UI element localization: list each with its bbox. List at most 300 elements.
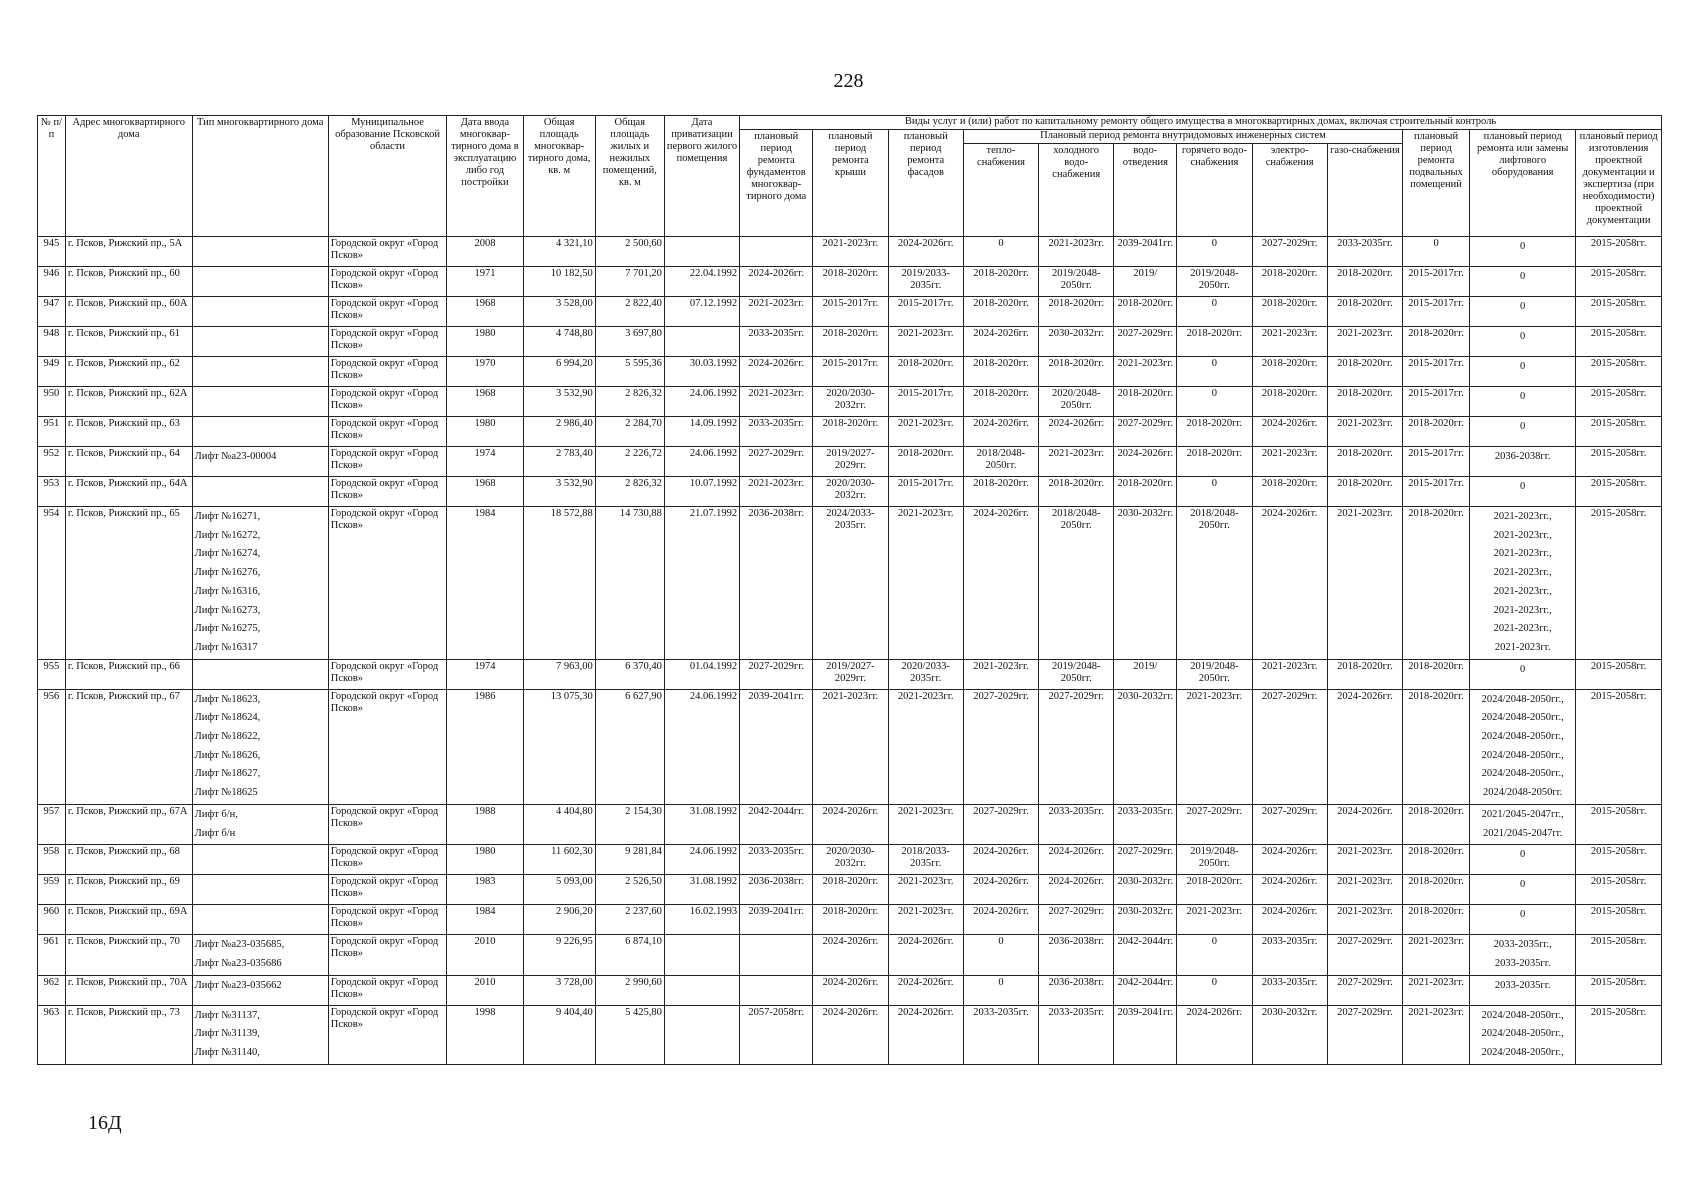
cell-basement: 2015-2017гг. (1403, 267, 1470, 297)
cell-type-line: Лифт №18625 (194, 787, 258, 799)
cell-area-total: 2 906,20 (523, 905, 595, 935)
cell-type (192, 659, 328, 689)
cell-docs: 2015-2058гг. (1576, 357, 1662, 387)
cell-address: г. Псков, Рижский пр., 67 (65, 689, 192, 804)
cell-address: г. Псков, Рижский пр., 60А (65, 297, 192, 327)
cell-lift (1470, 387, 1576, 417)
cell-date-start: 2008 (447, 237, 523, 267)
cell-municipality: Городской округ «Город Псков» (328, 417, 447, 447)
cell-basement: 0 (1403, 237, 1470, 267)
cell-type-line: Лифт №а23-035686 (194, 957, 282, 969)
cell-hot-water: 0 (1177, 387, 1252, 417)
cell-facade: 2019/2033-2035гг. (888, 267, 963, 297)
cell-type-line: Лифт №18626, (194, 749, 261, 761)
cell-num: 952 (38, 447, 66, 477)
cell-docs: 2015-2058гг. (1576, 297, 1662, 327)
cell-electric: 2024-2026гг. (1252, 905, 1327, 935)
cell-lift (1470, 297, 1576, 327)
cell-docs: 2015-2058гг. (1576, 237, 1662, 267)
cell-roof: 2024-2026гг. (813, 1005, 888, 1064)
cell-date-start: 1968 (447, 387, 523, 417)
cell-roof: 2024/2033-2035гг. (813, 507, 888, 660)
cell-drainage: 2021-2023гг. (1114, 357, 1177, 387)
cell-date-start: 1984 (447, 507, 523, 660)
cell-roof: 2024-2026гг. (813, 804, 888, 844)
cell-lift (1470, 804, 1576, 844)
table-row (38, 387, 1662, 417)
cell-lift-line: 2021-2023гг., (1493, 567, 1552, 579)
cell-lift-line: 0 (1520, 331, 1526, 342)
cell-gas: 2027-2029гг. (1327, 975, 1402, 1005)
cell-num: 963 (38, 1005, 66, 1064)
cell-lift-line: 2021-2023гг., (1493, 511, 1552, 522)
cell-address: г. Псков, Рижский пр., 60 (65, 267, 192, 297)
cell-lift-line: 2024/2048-2050гг., (1481, 1009, 1564, 1021)
cell-date-priv: 01.04.1992 (664, 659, 739, 689)
cell-heat: 2024-2026гг. (963, 845, 1038, 875)
cell-gas: 2021-2023гг. (1327, 417, 1402, 447)
cell-drainage: 2027-2029гг. (1114, 845, 1177, 875)
cell-municipality: Городской округ «Город Псков» (328, 477, 447, 507)
cell-electric: 2033-2035гг. (1252, 975, 1327, 1005)
cell-basement: 2018-2020гг. (1403, 905, 1470, 935)
cell-heat: 2024-2026гг. (963, 327, 1038, 357)
cell-cold-water: 2018-2020гг. (1039, 357, 1114, 387)
cell-drainage: 2039-2041гг. (1114, 237, 1177, 267)
table-row (38, 267, 1662, 297)
cell-num: 949 (38, 357, 66, 387)
cell-cold-water: 2024-2026гг. (1039, 845, 1114, 875)
cell-date-start: 2010 (447, 935, 523, 975)
cell-type (192, 237, 328, 267)
cell-municipality: Городской округ «Город Псков» (328, 507, 447, 660)
cell-num: 950 (38, 387, 66, 417)
cell-heat: 2018-2020гг. (963, 357, 1038, 387)
cell-hot-water: 2027-2029гг. (1177, 804, 1252, 844)
cell-lift-line: 2021-2023гг., (1493, 529, 1552, 541)
cell-lift-line: 0 (1520, 271, 1526, 282)
cell-foundation: 2057-2058гг. (740, 1005, 813, 1064)
cell-basement: 2021-2023гг. (1403, 1005, 1470, 1064)
cell-foundation: 2027-2029гг. (740, 447, 813, 477)
cell-type-line: Лифт №16271, (194, 511, 261, 522)
cell-roof: 2018-2020гг. (813, 417, 888, 447)
cell-type (192, 357, 328, 387)
cell-docs: 2015-2058гг. (1576, 689, 1662, 804)
cell-facade: 2021-2023гг. (888, 905, 963, 935)
cell-lift-line: 2021/2045-2047гг., (1481, 808, 1564, 820)
cell-date-priv: 31.08.1992 (664, 804, 739, 844)
cell-electric: 2021-2023гг. (1252, 447, 1327, 477)
cell-foundation: 2036-2038гг. (740, 875, 813, 905)
cell-foundation: 2024-2026гг. (740, 267, 813, 297)
cell-gas: 2021-2023гг. (1327, 327, 1402, 357)
cell-area-total: 2 783,40 (523, 447, 595, 477)
cell-area-living: 2 154,30 (595, 804, 664, 844)
cell-foundation: 2021-2023гг. (740, 297, 813, 327)
cell-num: 947 (38, 297, 66, 327)
page-number: 228 (833, 70, 864, 92)
cell-cold-water: 2030-2032гг. (1039, 327, 1114, 357)
header-row-1 (38, 116, 1662, 130)
cell-drainage: 2019/ (1114, 659, 1177, 689)
cell-drainage: 2039-2041гг. (1114, 1005, 1177, 1064)
cell-address: г. Псков, Рижский пр., 69 (65, 875, 192, 905)
works-group-header: Виды услуг и (или) работ по капитальному ремонту общего имущества в многоквартирных домах, включая строительный контроль (740, 116, 1662, 130)
cell-address: г. Псков, Рижский пр., 66 (65, 659, 192, 689)
cell-foundation: 2033-2035гг. (740, 845, 813, 875)
cell-area-total: 10 182,50 (523, 267, 595, 297)
cell-municipality: Городской округ «Город Псков» (328, 689, 447, 804)
cell-electric: 2033-2035гг. (1252, 935, 1327, 975)
cell-lift-line: 2024/2048-2050гг., (1481, 731, 1564, 743)
cell-gas: 2027-2029гг. (1327, 1005, 1402, 1064)
cell-area-living: 2 822,40 (595, 297, 664, 327)
cell-basement: 2018-2020гг. (1403, 507, 1470, 660)
cell-cold-water: 2036-2038гг. (1039, 975, 1114, 1005)
table-row (38, 975, 1662, 1005)
col-hot-water-header: горячего водо-снабжения (1177, 144, 1252, 237)
cell-date-priv: 31.08.1992 (664, 875, 739, 905)
cell-municipality: Городской округ «Город Псков» (328, 1005, 447, 1064)
col-type-header: Тип многоквартирного дома (192, 116, 328, 237)
cell-date-start: 1968 (447, 297, 523, 327)
cell-gas: 2033-2035гг. (1327, 237, 1402, 267)
cell-date-priv: 10.07.1992 (664, 477, 739, 507)
col-gas-header: газо-снабжения (1327, 144, 1402, 237)
cell-lift (1470, 689, 1576, 804)
cell-gas: 2027-2029гг. (1327, 935, 1402, 975)
cell-area-living: 2 526,50 (595, 875, 664, 905)
cell-roof: 2019/2027-2029гг. (813, 659, 888, 689)
cell-type-line: Лифт №16273, (194, 604, 261, 616)
cell-basement: 2018-2020гг. (1403, 659, 1470, 689)
cell-docs: 2015-2058гг. (1576, 1005, 1662, 1064)
cell-roof: 2018-2020гг. (813, 327, 888, 357)
cell-facade: 2018/2033-2035гг. (888, 845, 963, 875)
cell-type-line: Лифт №16275, (194, 623, 261, 635)
cell-lift-line: 2024/2048-2050гг. (1482, 787, 1563, 799)
cell-date-start: 1998 (447, 1005, 523, 1064)
cell-lift-line: 2024/2048-2050гг., (1481, 749, 1564, 761)
cell-facade: 2015-2017гг. (888, 297, 963, 327)
cell-lift (1470, 447, 1576, 477)
cell-municipality: Городской округ «Город Псков» (328, 804, 447, 844)
col-num-header: № п/п (38, 116, 66, 237)
cell-gas: 2021-2023гг. (1327, 507, 1402, 660)
cell-num: 945 (38, 237, 66, 267)
cell-hot-water: 2019/2048-2050гг. (1177, 845, 1252, 875)
cell-roof: 2018-2020гг. (813, 875, 888, 905)
cell-area-living: 2 826,32 (595, 387, 664, 417)
cell-lift (1470, 357, 1576, 387)
cell-foundation: 2024-2026гг. (740, 357, 813, 387)
cell-date-priv (664, 935, 739, 975)
cell-hot-water: 2019/2048-2050гг. (1177, 659, 1252, 689)
cell-num: 960 (38, 905, 66, 935)
cell-lift-line: 2024/2048-2050гг., (1481, 693, 1564, 705)
cell-area-living: 6 874,10 (595, 935, 664, 975)
cell-cold-water: 2021-2023гг. (1039, 237, 1114, 267)
cell-type (192, 689, 328, 804)
cell-lift-line: 2033-2035гг., (1493, 939, 1552, 951)
cell-lift-line: 0 (1520, 849, 1526, 861)
cell-date-priv: 07.12.1992 (664, 297, 739, 327)
table-row (38, 357, 1662, 387)
cell-gas: 2018-2020гг. (1327, 387, 1402, 417)
cell-cold-water: 2024-2026гг. (1039, 417, 1114, 447)
cell-facade: 2021-2023гг. (888, 507, 963, 660)
cell-date-priv: 21.07.1992 (664, 507, 739, 660)
cell-foundation: 2033-2035гг. (740, 417, 813, 447)
cell-basement: 2018-2020гг. (1403, 875, 1470, 905)
cell-drainage: 2030-2032гг. (1114, 507, 1177, 660)
table-row (38, 507, 1662, 660)
cell-hot-water: 0 (1177, 237, 1252, 267)
table-row (38, 804, 1662, 844)
cell-cold-water: 2033-2035гг. (1039, 1005, 1114, 1064)
col-date-priv-header: Дата приватизации первого жилого помещения (664, 116, 739, 237)
cell-roof: 2015-2017гг. (813, 297, 888, 327)
cell-heat: 2021-2023гг. (963, 659, 1038, 689)
table-row (38, 845, 1662, 875)
cell-area-living: 2 284,70 (595, 417, 664, 447)
cell-municipality: Городской округ «Город Псков» (328, 975, 447, 1005)
cell-facade: 2024-2026гг. (888, 237, 963, 267)
cell-docs: 2015-2058гг. (1576, 477, 1662, 507)
cell-type (192, 804, 328, 844)
cell-date-start: 1984 (447, 905, 523, 935)
table-row (38, 477, 1662, 507)
cell-foundation (740, 237, 813, 267)
cell-gas: 2021-2023гг. (1327, 845, 1402, 875)
cell-type (192, 935, 328, 975)
cell-address: г. Псков, Рижский пр., 70А (65, 975, 192, 1005)
cell-basement: 2018-2020гг. (1403, 417, 1470, 447)
cell-docs: 2015-2058гг. (1576, 507, 1662, 660)
capital-repair-table (37, 115, 1662, 1065)
cell-date-start: 1968 (447, 477, 523, 507)
cell-hot-water: 0 (1177, 935, 1252, 975)
cell-facade: 2024-2026гг. (888, 975, 963, 1005)
cell-cold-water: 2024-2026гг. (1039, 875, 1114, 905)
cell-type-line: Лифт №а23-00004 (194, 451, 277, 462)
col-lift-header: плановый период ремонта или замены лифтового оборудования (1470, 130, 1576, 237)
table-row (38, 237, 1662, 267)
cell-area-living: 6 370,40 (595, 659, 664, 689)
cell-heat: 2024-2026гг. (963, 905, 1038, 935)
cell-cold-water: 2021-2023гг. (1039, 447, 1114, 477)
cell-basement: 2018-2020гг. (1403, 804, 1470, 844)
cell-date-start: 2010 (447, 975, 523, 1005)
table-row (38, 447, 1662, 477)
cell-heat: 2018-2020гг. (963, 387, 1038, 417)
cell-date-priv (664, 1005, 739, 1064)
table-row (38, 935, 1662, 975)
cell-docs: 2015-2058гг. (1576, 975, 1662, 1005)
cell-cold-water: 2027-2029гг. (1039, 905, 1114, 935)
cell-docs: 2015-2058гг. (1576, 845, 1662, 875)
cell-gas: 2024-2026гг. (1327, 804, 1402, 844)
col-heat-header: тепло-снабжения (963, 144, 1038, 237)
cell-hot-water: 2024-2026гг. (1177, 1005, 1252, 1064)
cell-docs: 2015-2058гг. (1576, 417, 1662, 447)
cell-area-living: 5 595,36 (595, 357, 664, 387)
cell-basement: 2015-2017гг. (1403, 387, 1470, 417)
cell-foundation: 2021-2023гг. (740, 477, 813, 507)
cell-lift (1470, 1005, 1576, 1064)
cell-facade: 2021-2023гг. (888, 875, 963, 905)
cell-electric: 2018-2020гг. (1252, 267, 1327, 297)
cell-heat: 2024-2026гг. (963, 875, 1038, 905)
cell-foundation (740, 975, 813, 1005)
cell-date-priv: 22.04.1992 (664, 267, 739, 297)
cell-type-line: Лифт б/н, (194, 808, 238, 820)
cell-type (192, 447, 328, 477)
cell-address: г. Псков, Рижский пр., 73 (65, 1005, 192, 1064)
cell-facade: 2015-2017гг. (888, 477, 963, 507)
cell-basement: 2021-2023гг. (1403, 975, 1470, 1005)
cell-type-line: Лифт №16274, (194, 548, 261, 560)
cell-electric: 2018-2020гг. (1252, 477, 1327, 507)
cell-area-total: 3 728,00 (523, 975, 595, 1005)
col-address-header: Адрес многоквартирного дома (65, 116, 192, 237)
cell-roof: 2021-2023гг. (813, 689, 888, 804)
cell-area-total: 3 532,90 (523, 477, 595, 507)
cell-lift (1470, 935, 1576, 975)
cell-electric: 2018-2020гг. (1252, 357, 1327, 387)
cell-gas: 2021-2023гг. (1327, 905, 1402, 935)
cell-area-living: 5 425,80 (595, 1005, 664, 1064)
cell-lift-line: 0 (1520, 879, 1526, 891)
cell-num: 955 (38, 659, 66, 689)
cell-drainage: 2042-2044гг. (1114, 975, 1177, 1005)
cell-lift (1470, 327, 1576, 357)
cell-drainage: 2018-2020гг. (1114, 297, 1177, 327)
col-facade-header: плановый период ремонта фасадов (888, 130, 963, 237)
cell-num: 962 (38, 975, 66, 1005)
cell-foundation: 2027-2029гг. (740, 659, 813, 689)
cell-lift (1470, 417, 1576, 447)
cell-cold-water: 2019/2048-2050гг. (1039, 659, 1114, 689)
cell-electric: 2021-2023гг. (1252, 659, 1327, 689)
cell-heat: 0 (963, 237, 1038, 267)
cell-basement: 2018-2020гг. (1403, 689, 1470, 804)
cell-gas: 2018-2020гг. (1327, 267, 1402, 297)
cell-foundation: 2033-2035гг. (740, 327, 813, 357)
cell-area-living: 2 237,60 (595, 905, 664, 935)
cell-lift-line: 2024/2048-2050гг., (1481, 1028, 1564, 1040)
footer-code: 16Д (88, 1112, 122, 1134)
cell-basement: 2021-2023гг. (1403, 935, 1470, 975)
table-row (38, 689, 1662, 804)
cell-lift-line: 2036-2038гг. (1494, 451, 1551, 462)
cell-municipality: Городской округ «Город Псков» (328, 237, 447, 267)
cell-lift (1470, 875, 1576, 905)
cell-municipality: Городской округ «Город Псков» (328, 357, 447, 387)
cell-docs: 2015-2058гг. (1576, 905, 1662, 935)
col-municipality-header: Муниципальное образование Псковской области (328, 116, 447, 237)
cell-roof: 2019/2027-2029гг. (813, 447, 888, 477)
cell-heat: 2024-2026гг. (963, 417, 1038, 447)
cell-type-line: Лифт №31140, (194, 1047, 260, 1059)
cell-drainage: 2019/ (1114, 267, 1177, 297)
cell-lift-line: 2021-2023гг., (1493, 548, 1552, 560)
cell-heat: 2018-2020гг. (963, 477, 1038, 507)
cell-heat: 2018/2048-2050гг. (963, 447, 1038, 477)
cell-area-total: 3 528,00 (523, 297, 595, 327)
cell-drainage: 2033-2035гг. (1114, 804, 1177, 844)
cell-lift-line: 2024/2048-2050гг., (1481, 768, 1564, 780)
cell-electric: 2021-2023гг. (1252, 327, 1327, 357)
cell-date-priv: 24.06.1992 (664, 447, 739, 477)
cell-num: 954 (38, 507, 66, 660)
cell-lift (1470, 477, 1576, 507)
cell-date-priv: 24.06.1992 (664, 845, 739, 875)
cell-address: г. Псков, Рижский пр., 64 (65, 447, 192, 477)
col-basement-header: плановый период ремонта подвальных помещений (1403, 130, 1470, 237)
cell-roof: 2024-2026гг. (813, 935, 888, 975)
cell-address: г. Псков, Рижский пр., 65 (65, 507, 192, 660)
cell-hot-water: 2018-2020гг. (1177, 417, 1252, 447)
cell-area-living: 6 627,90 (595, 689, 664, 804)
cell-basement: 2018-2020гг. (1403, 845, 1470, 875)
cell-type-line: Лифт №18623, (194, 693, 261, 705)
cell-date-start: 1974 (447, 447, 523, 477)
cell-municipality: Городской округ «Город Псков» (328, 935, 447, 975)
table-row (38, 417, 1662, 447)
cell-area-total: 13 075,30 (523, 689, 595, 804)
cell-municipality: Городской округ «Город Псков» (328, 387, 447, 417)
cell-date-priv (664, 327, 739, 357)
cell-roof: 2018-2020гг. (813, 905, 888, 935)
cell-hot-water: 2018-2020гг. (1177, 875, 1252, 905)
cell-electric: 2030-2032гг. (1252, 1005, 1327, 1064)
cell-basement: 2015-2017гг. (1403, 477, 1470, 507)
cell-heat: 2018-2020гг. (963, 267, 1038, 297)
cell-electric: 2024-2026гг. (1252, 417, 1327, 447)
cell-heat: 0 (963, 975, 1038, 1005)
cell-area-total: 4 321,10 (523, 237, 595, 267)
cell-area-living: 2 826,32 (595, 477, 664, 507)
cell-drainage: 2042-2044гг. (1114, 935, 1177, 975)
cell-address: г. Псков, Рижский пр., 62 (65, 357, 192, 387)
cell-drainage: 2024-2026гг. (1114, 447, 1177, 477)
cell-area-total: 2 986,40 (523, 417, 595, 447)
cell-docs: 2015-2058гг. (1576, 935, 1662, 975)
cell-basement: 2018-2020гг. (1403, 327, 1470, 357)
cell-roof: 2020/2030-2032гг. (813, 387, 888, 417)
cell-electric: 2024-2026гг. (1252, 875, 1327, 905)
cell-lift-line: 0 (1520, 241, 1526, 252)
cell-drainage: 2018-2020гг. (1114, 387, 1177, 417)
cell-num: 961 (38, 935, 66, 975)
cell-address: г. Псков, Рижский пр., 68 (65, 845, 192, 875)
cell-lift-line: 2024/2048-2050гг., (1481, 712, 1564, 724)
cell-lift-line: 2024/2048-2050гг., (1481, 1047, 1564, 1059)
cell-facade: 2024-2026гг. (888, 935, 963, 975)
cell-area-living: 3 697,80 (595, 327, 664, 357)
cell-date-priv: 24.06.1992 (664, 387, 739, 417)
cell-type (192, 875, 328, 905)
cell-lift (1470, 975, 1576, 1005)
cell-date-start: 1986 (447, 689, 523, 804)
col-area-living-header: Общая площадь жилых и нежилых помещений, кв. м (595, 116, 664, 237)
table-row (38, 875, 1662, 905)
cell-area-living: 14 730,88 (595, 507, 664, 660)
col-foundation-header: плановый период ремонта фундаментов многоквар-тирного дома (740, 130, 813, 237)
cell-cold-water: 2027-2029гг. (1039, 689, 1114, 804)
